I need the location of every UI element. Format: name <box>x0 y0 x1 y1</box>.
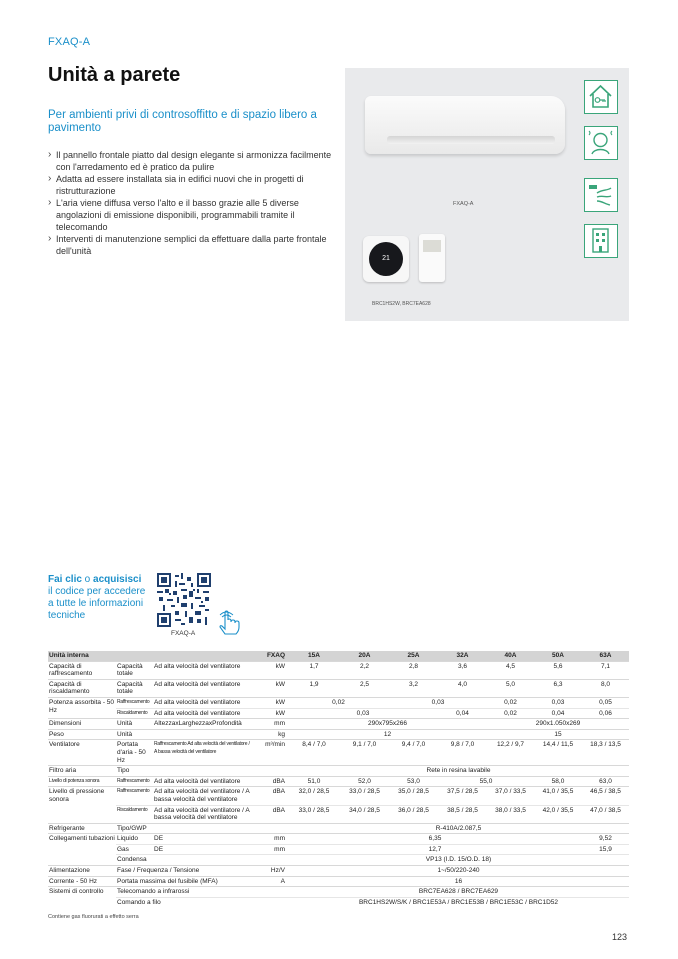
table-row: Refrigerante Tipo/GWP R-410A/2.087,5 <box>48 823 629 834</box>
air-flow-icon <box>584 178 618 212</box>
header-model-50a: 50A <box>534 651 582 661</box>
table-row: Comando a filo BRC1HS2W/S/K / BRC1E53A / BRC1E53B / BRC1E53C / BRC1D52 <box>48 897 629 907</box>
qr-text-rest: il codice per accedere a tutte le informazioni tecniche <box>48 586 146 621</box>
table-row: Livello di pressione sonora Raffrescamento Ad alta velocità del ventilatore / A bassa velocità del ventilatore dBA 32,0 / 28,5 33,0 / 28,5 35,0 / 28,5 37,5 / 28,5 37,0 / 33,5 41,0 / 35,5 46,5 / 38,5 <box>48 787 629 805</box>
header-model-25a: 25A <box>389 651 438 661</box>
series-label: FXAQ-A <box>48 36 91 48</box>
table-row: Collegamenti tubazioni Liquido DE mm 6,35 9,52 <box>48 834 629 845</box>
table-row: Capacità di riscaldamento Capacità totale Ad alta velocità del ventilatore kW 1,9 2,5 3,2 4,0 5,0 6,3 8,0 <box>48 679 629 697</box>
footnote: Contiene gas fluorurati a effetto serra <box>48 914 139 920</box>
header-model-15a: 15A <box>288 651 340 661</box>
building-icon <box>584 224 618 258</box>
header-model: FXAQ <box>254 651 288 661</box>
page-subtitle: Per ambienti privi di controsoffitto e di spazio libero a pavimento <box>48 109 317 134</box>
table-row: Capacità di raffrescamento Capacità totale Ad alta velocità del ventilatore kW 1,7 2,2 2,8 3,6 4,5 5,6 7,1 <box>48 661 629 679</box>
table-row: Condensa VP13 (I.D. 15/O.D. 18) <box>48 855 629 866</box>
table-header-row <box>48 651 629 661</box>
infrared-remote-image <box>419 234 445 282</box>
header-model-63a: 63A <box>582 651 629 661</box>
header-model-20a: 20A <box>340 651 389 661</box>
list-item: › Adatta ad essere installata sia in edifici nuovi che in progetti di ristrutturazione <box>48 174 338 197</box>
table-row: Alimentazione Fase / Frequenza / Tensione Hz/V 1~/50/220-240 <box>48 866 629 877</box>
remote-display: 21 <box>369 242 403 276</box>
header-model-40a: 40A <box>487 651 534 661</box>
table-row: Peso Unità kg 12 15 <box>48 729 629 740</box>
table-row: Livello di potenza sonora Raffrescamento Ad alta velocità del ventilatore dBA 51,0 52,0 53,0 55,0 58,0 63,0 <box>48 776 629 787</box>
qr-instructions <box>48 574 148 622</box>
product-image-panel <box>345 68 629 321</box>
page-number: 123 <box>612 932 628 942</box>
page-title: Unità a parete <box>48 64 181 86</box>
home-key-icon <box>584 80 618 114</box>
unit-image-caption: FXAQ-A <box>453 201 474 207</box>
person-comfort-icon <box>584 126 618 160</box>
spec-table <box>48 651 629 907</box>
list-item: › L'aria viene diffusa verso l'alto e il basso grazie alle 5 diverse angolazioni di emissione disponibili, programmabili tramite il telecomando <box>48 198 338 233</box>
header-unit: Unità interna <box>48 651 116 661</box>
qr-code[interactable] <box>157 573 211 627</box>
wired-remote-image <box>363 236 409 282</box>
table-row: Ventilatore Portata d'aria - 50 Hz Raffrescamento Ad alta velocità del ventilatore / A bassa velocità del ventilatore m³/min 8,4 / 7,0 9,1 / 7,0 9,4 / 7,0 9,8 / 7,0 12,2 / 9,7 14,4 / 11,5 18,3 / 13,5 <box>48 740 629 766</box>
table-row: Gas DE mm 12,7 15,9 <box>48 844 629 855</box>
feature-list <box>48 150 338 258</box>
table-row: Riscaldamento Ad alta velocità del ventilatore kW 0,03 0,04 0,02 0,04 0,06 <box>48 708 629 719</box>
remotes-caption: BRC1HS2W, BRC7EA628 <box>372 301 431 307</box>
table-row: Filtro aria Tipo Rete in resina lavabile <box>48 766 629 777</box>
remote-screen <box>423 240 441 252</box>
qr-caption: FXAQ-A <box>171 630 196 637</box>
header-model-32a: 32A <box>438 651 487 661</box>
table-row: Potenza assorbita - 50 Hz Raffrescamento Ad alta velocità del ventilatore kW 0,02 0,03 0,02 0,03 0,05 <box>48 697 629 708</box>
air-outlet <box>387 136 555 144</box>
table-row: Sistemi di controllo Telecomando a infrarossi BRC7EA628 / BRC7EA629 <box>48 887 629 898</box>
qr-text-click: Fai clic <box>48 574 82 585</box>
table-row: Corrente - 50 Hz Portata massima del fusibile (MFA) A 16 <box>48 876 629 887</box>
qr-text-or: o <box>81 574 94 585</box>
table-row: Riscaldamento Ad alta velocità del ventilatore / A bassa velocità del ventilatore dBA 33,0 / 28,5 34,0 / 28,5 36,0 / 28,5 38,5 / 28,5 38,0 / 33,5 42,0 / 35,5 47,0 / 38,5 <box>48 805 629 823</box>
list-item: › Il pannello frontale piatto dal design elegante si armonizza facilmente con l'arredamento ed è pratico da pulire <box>48 150 338 173</box>
wall-unit-image <box>365 96 565 154</box>
list-item: › Interventi di manutenzione semplici da effettuare dalla parte frontale dell'unità <box>48 234 338 257</box>
qr-text-scan: acquisisci <box>93 574 142 585</box>
tap-hand-icon <box>214 609 246 637</box>
table-row: Dimensioni Unità AltezzaxLarghezzaxProfondità mm 290x795x266 290x1.050x269 <box>48 719 629 730</box>
